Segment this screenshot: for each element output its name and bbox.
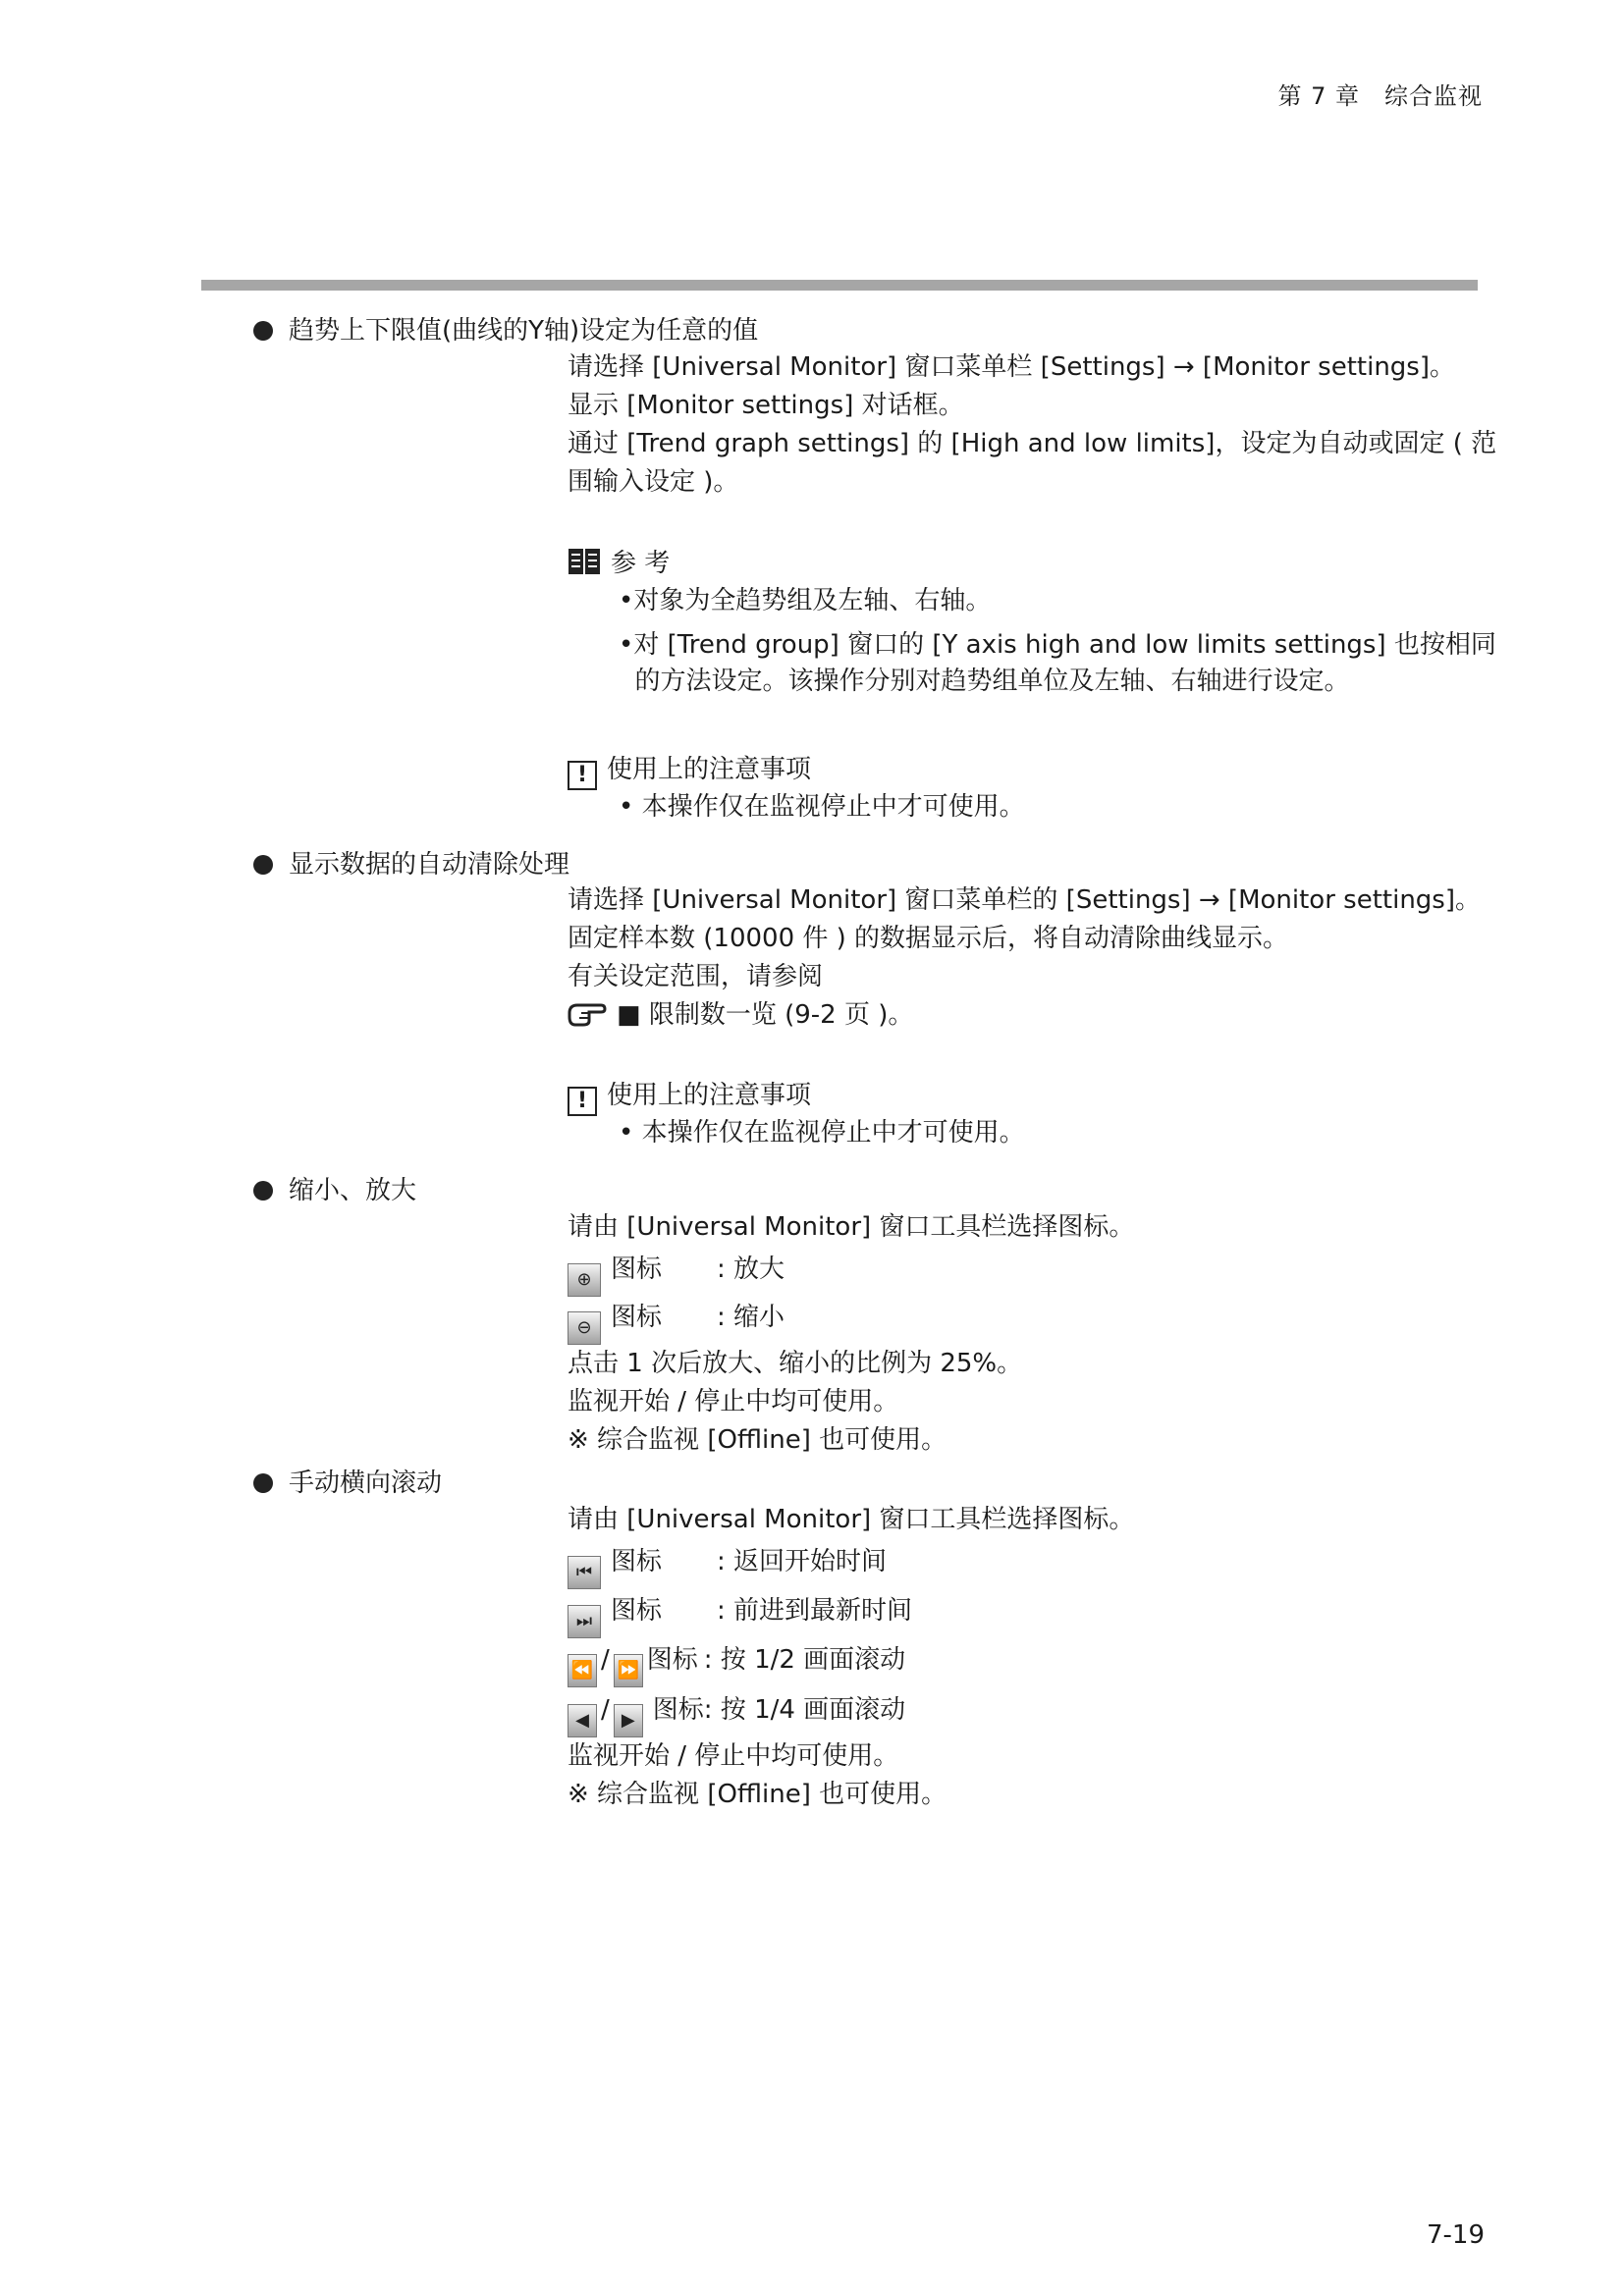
chapter-header: 第 7 章 综合监视 [1277,82,1483,110]
bullet-icon [253,1473,273,1493]
caution-icon: ! [568,761,597,790]
icon-desc: : 前进到最新时间 [717,1596,913,1626]
icon-desc: : 按 1/2 画面滚动 [703,1645,906,1675]
bullet-icon [253,1181,273,1201]
section-title-text: 手动横向滚动 [289,1468,443,1498]
s3-line-3: ※ 综合监视 [Offline] 也可使用。 [568,1425,947,1455]
scroll-quarter-row [568,1691,905,1737]
bullet-icon [253,855,273,875]
scroll-latest-row [568,1592,912,1638]
s4-line-2: ※ 综合监视 [Offline] 也可使用。 [568,1780,947,1809]
book-icon [568,547,601,576]
skip-to-start-icon[interactable]: ⏮ [568,1556,601,1589]
section-title-text: 显示数据的自动清除处理 [289,850,570,880]
fast-rewind-icon[interactable]: ⏪ [568,1654,597,1687]
caution-item-2: • 本操作仅在监视停止中才可使用。 [619,1118,1025,1148]
s3-line-2: 监视开始 / 停止中均可使用。 [568,1387,899,1416]
s1-line-2: 显示 [Monitor settings] 对话框。 [568,391,964,420]
caution-heading-1 [568,751,811,790]
ref-item-3: 的方法设定。该操作分别对趋势组单位及左轴、右轴进行设定。 [619,667,1350,696]
zoom-out-icon[interactable]: ⊖ [568,1311,601,1345]
icon-separator: / [601,1695,610,1725]
icon-desc: : 按 1/4 画面滚动 [703,1695,906,1725]
s4-intro: 请由 [Universal Monitor] 窗口工具栏选择图标。 [568,1505,1135,1534]
section-title-y-axis-limits [253,310,758,347]
s1-line-3: 通过 [Trend graph settings] 的 [High and low limits]，设定为自动或固定 ( 范 [568,429,1497,458]
s2-line-3: 有关设定范围，请参阅 [568,962,824,991]
caution-title: 使用上的注意事项 [607,1081,812,1110]
s1-line-1: 请选择 [Universal Monitor] 窗口菜单栏 [Settings] → [Monitor settings]。 [568,352,1455,382]
scroll-start-row [568,1543,887,1589]
skip-to-end-icon[interactable]: ⏭ [568,1605,601,1638]
section-title-text: 缩小、放大 [289,1176,417,1205]
s2-ref-link[interactable] [568,996,913,1035]
icon-desc: : 放大 [717,1255,785,1284]
ref-item-1: •对象为全趋势组及左轴、右轴。 [619,586,992,615]
s1-line-4: 围输入设定 )。 [568,467,739,497]
s4-line-1: 监视开始 / 停止中均可使用。 [568,1741,899,1771]
icon-desc: : 返回开始时间 [717,1547,888,1576]
icon-label: 图标 [646,1645,698,1675]
caution-title: 使用上的注意事项 [607,755,812,784]
icon-label: 图标 [652,1695,704,1725]
s2-line-2: 固定样本数 (10000 件 ) 的数据显示后，将自动清除曲线显示。 [568,924,1289,953]
page-number: 7-19 [1426,2220,1485,2250]
caution-icon: ! [568,1087,597,1116]
caution-item-1: • 本操作仅在监视停止中才可使用。 [619,792,1025,822]
bullet-icon [253,321,273,341]
icon-separator: / [601,1645,610,1675]
section-title-text: 趋势上下限值(曲线的Y轴)设定为任意的值 [289,316,759,346]
scroll-half-row [568,1641,905,1687]
pointing-hand-icon [568,998,607,1028]
icon-desc: : 缩小 [717,1303,785,1332]
zoom-out-row [568,1299,785,1345]
section-title-scroll [253,1463,442,1499]
zoom-in-row [568,1251,785,1297]
reference-title: 参 考 [611,549,671,578]
fast-forward-icon[interactable]: ⏩ [614,1654,643,1687]
header-rule [201,280,1478,291]
icon-label: 图标 [611,1596,663,1626]
section-title-auto-clear [253,844,569,881]
icon-label: 图标 [611,1303,663,1332]
step-back-icon[interactable]: ◀ [568,1704,597,1737]
s3-line-1: 点击 1 次后放大、缩小的比例为 25%。 [568,1349,1023,1378]
s2-line-1: 请选择 [Universal Monitor] 窗口菜单栏的 [Settings] → [Monitor settings]。 [568,885,1481,915]
zoom-in-icon[interactable]: ⊕ [568,1263,601,1297]
step-forward-icon[interactable]: ▶ [614,1704,643,1737]
caution-heading-2 [568,1077,811,1116]
reference-heading [568,545,670,583]
section-title-zoom [253,1170,416,1206]
ref-link-text[interactable]: ■ 限制数一览 (9-2 页 )。 [617,1000,914,1030]
ref-item-2: •对 [Trend group] 窗口的 [Y axis high and low limits settings] 也按相同 [619,630,1496,660]
icon-label: 图标 [611,1547,663,1576]
s3-intro: 请由 [Universal Monitor] 窗口工具栏选择图标。 [568,1212,1135,1242]
icon-label: 图标 [611,1255,663,1284]
